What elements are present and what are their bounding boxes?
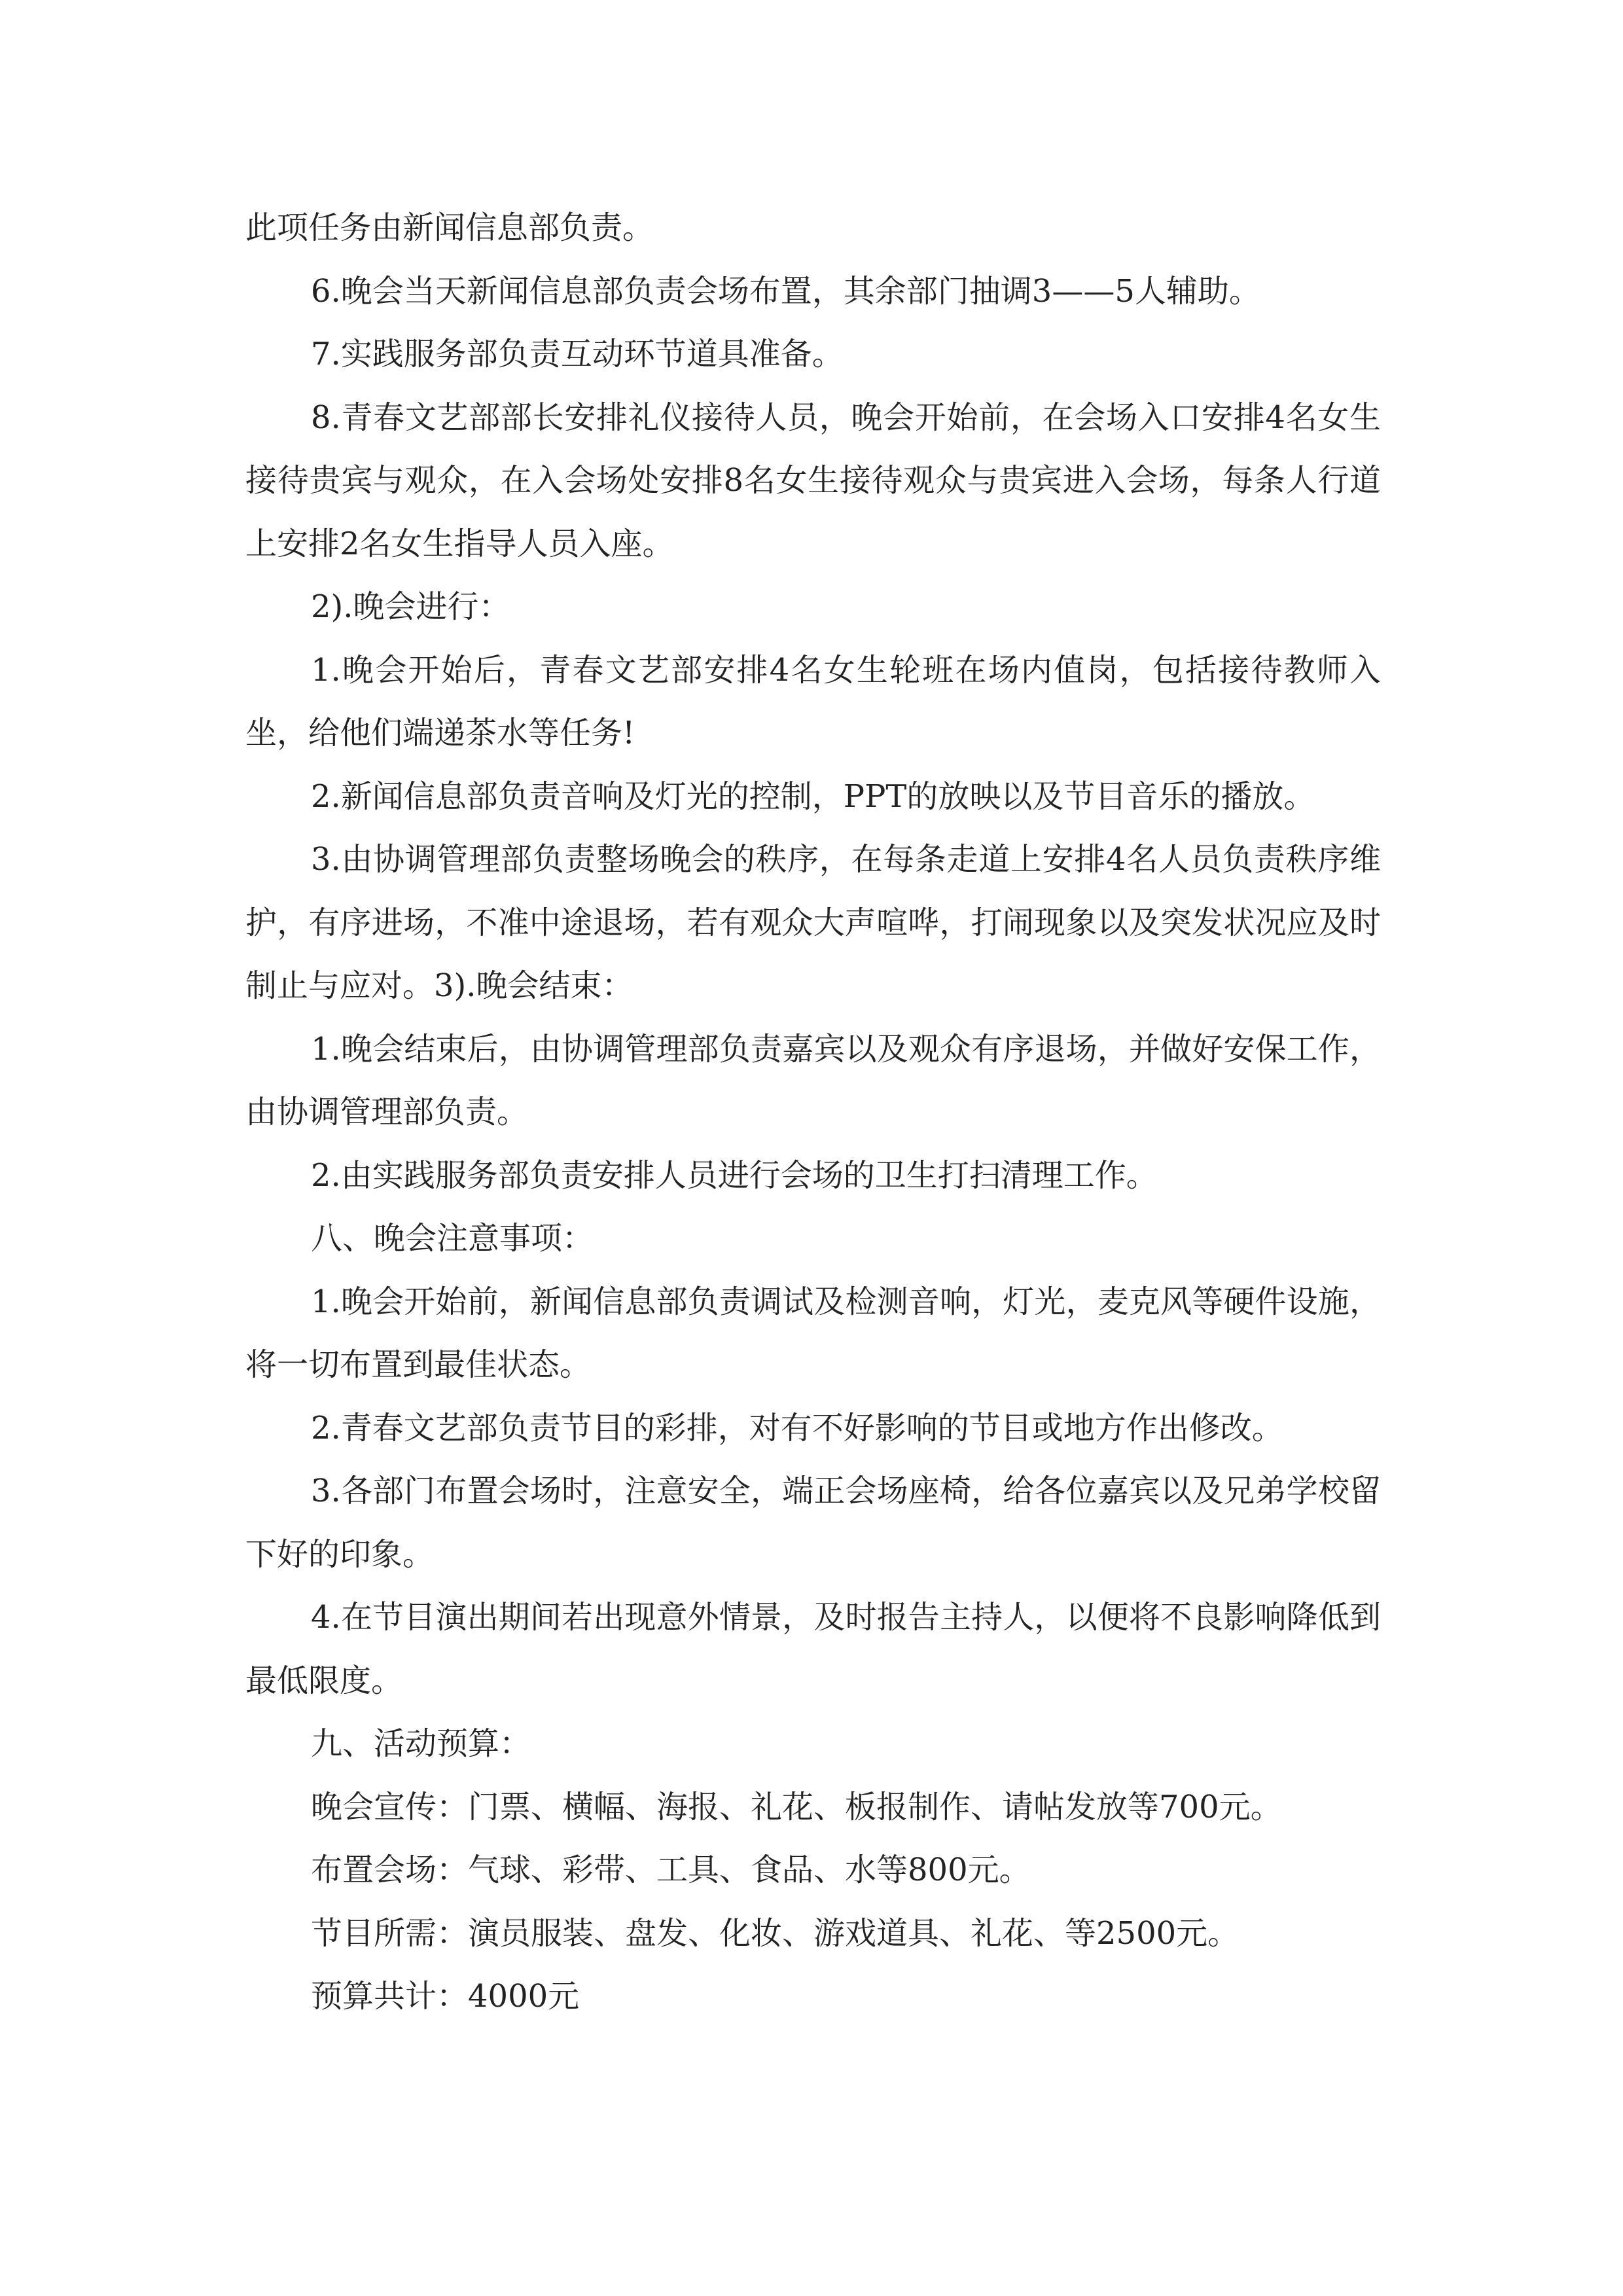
paragraph-notes-4: 4.在节目演出期间若出现意外情景，及时报告主持人，以便将不良影响降低到最低限度。	[245, 1599, 1381, 1699]
paragraph-during-3: 3.由协调管理部负责整场晚会的秩序，在每条走道上安排4名人员负责秩序维护，有序进场，不准中途退场，若有观众大声喧哗，打闹现象以及突发状况应及时制止与应对。3).晚会结束：	[245, 841, 1381, 1004]
budget-line-venue: 布置会场：气球、彩带、工具、食品、水等800元。	[311, 1852, 1031, 1888]
paragraph-during-2: 2.新闻信息部负责音响及灯光的控制，PPT的放映以及节目音乐的播放。	[311, 778, 1315, 815]
paragraph-item-7-props: 7.实践服务部负责互动环节道具准备。	[311, 336, 844, 372]
paragraph-item-6-venue-setup: 6.晚会当天新闻信息部负责会场布置，其余部门抽调3——5人辅助。	[311, 272, 1260, 310]
paragraph-end-2: 2.由实践服务部负责安排人员进行会场的卫生打扫清理工作。	[311, 1157, 1158, 1194]
paragraph-item-8-etiquette: 8.青春文艺部部长安排礼仪接待人员，晚会开始前，在会场入口安排4名女生接待贵宾与观众，在入会场处安排8名女生接待观众与贵宾进入会场，每条人行道上安排2名女生指导人员入座。	[245, 399, 1381, 562]
paragraph-during-1: 1.晚会开始后，青春文艺部安排4名女生轮班在场内值岗，包括接待教师入坐，给他们端递茶水等任务!	[245, 651, 1381, 751]
section-heading-during-party: 2).晚会进行：	[311, 588, 510, 625]
paragraph-notes-3: 3.各部门布置会场时，注意安全，端正会场座椅，给各位嘉宾以及兄弟学校留下好的印象。	[245, 1473, 1381, 1573]
section-heading-notes: 八、晚会注意事项：	[311, 1220, 594, 1257]
paragraph-notes-2: 2.青春文艺部负责节目的彩排，对有不好影响的节目或地方作出修改。	[311, 1409, 1283, 1446]
budget-line-program: 节目所需：演员服装、盘发、化妆、游戏道具、礼花、等2500元。	[311, 1914, 1240, 1952]
paragraph-end-1: 1.晚会结束后，由协调管理部负责嘉宾以及观众有序退场，并做好安保工作，由协调管理部负责。	[245, 1030, 1381, 1130]
document-body	[245, 196, 1381, 2028]
budget-total: 预算共计：4000元	[311, 1978, 580, 2015]
paragraph-notes-1: 1.晚会开始前，新闻信息部负责调试及检测音响，灯光，麦克风等硬件设施，将一切布置到最佳状态。	[245, 1283, 1381, 1383]
budget-line-promotion: 晚会宣传：门票、横幅、海报、礼花、板报制作、请帖发放等700元。	[311, 1788, 1282, 1825]
paragraph-task-owner: 此项任务由新闻信息部负责。	[245, 209, 654, 246]
section-heading-budget: 九、活动预算：	[311, 1725, 531, 1762]
